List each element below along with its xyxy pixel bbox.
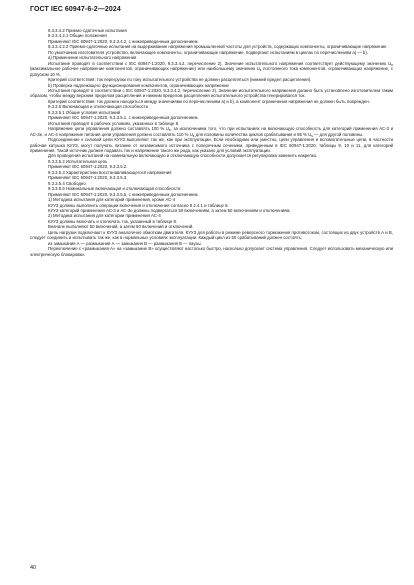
paragraph: b) Проверка надлежащего функционирования компонентов, ограничивающих напряжение bbox=[48, 82, 229, 88]
paragraph: 2) Методика испытания для категории применения АС-4 bbox=[48, 213, 161, 219]
paragraph: Для проведения испытаний на номинальную включающую и отключающую способности допускается регулировка заменить накрепко. bbox=[48, 153, 318, 159]
paragraph: Цепь нагрузки подключают к КУУЗ аналогично обмоткам двигателя. КУУЗ для работы в режиме реверсного торможения противотоком, состоящих из двух устройств А и В, следует соединить и испытывать так же, как в нормальных условиях эксплуатации. Каждый цикл из 50 срабатываний должен состоять: bbox=[30, 229, 393, 241]
paragraph: 9.3.3.5.3 Характеристики восстанавливающегося напряжения bbox=[48, 169, 172, 175]
paragraph: Применяют IEC 60947-1:2020, 9.3.3.5.5, с нижеприведенным дополнением. bbox=[48, 191, 199, 197]
paragraph: Применяют IEC 60947-1:2020, 9.3.3.4.2, с нижеприведенным дополнением. bbox=[48, 38, 199, 44]
paragraph: из замыкания А — размыкания А — замыкания В — размыкания В — паузы. bbox=[48, 240, 202, 246]
paragraph: Вначале выполняют 50 включений, а затем 50 включений и отключений. bbox=[48, 224, 194, 230]
paragraph: Испытание проводят в соответствии с IEC 60947-1:2020, 9.3.3.4.2, перечисление 2). Значение испытательного напряжения соответствует действующему значению $U_e$ (максимальное рабочее напряжение компонентов, ограничивающих напряжение) или наибольшему значению $U_e$ постоянного тока компонентов, ограничивающих напряжение, с допуском 10 %. bbox=[30, 60, 393, 77]
paragraph: Испытания проводят в рабочих условиях, указанных в таблице 8. bbox=[48, 120, 180, 126]
paragraph: Подсоединение к силовой цепи КУУЗ выполняют так же, как при эксплуатации. Если необходимо или уместно, цепи управления и вспомогательные цепи, в частности рабочая катушка КУУЗ, могут получать питание от независимого источника с поперечным сечением, приведенным в IEC 60947-1:2020, таблицы 9, 10 и 11, для категорий применения. Такой источник должен подавать ток и напряжение такого же рода, как указано для условий эксплуатации. bbox=[30, 137, 393, 153]
paragraph: 9.3.3.4.2.1 Общие положения bbox=[48, 33, 107, 39]
paragraph: а) Применение испытательного напряжения bbox=[48, 55, 137, 61]
paragraph: Переключение с «размыкания А» на «замыкание В» осуществляют настолько быстро, насколько допускает система управления. Следует использовать механическую или электрическую блокировки. bbox=[30, 246, 393, 257]
paragraph: Критерий соответствия: ток должен находиться между значениями по перечислениям а) и b), а компонент ограничения напряжения не должен быть поврежден. bbox=[48, 98, 370, 104]
paragraph: Применяют IEC 60947-1:2020, 9.3.3.5.3. bbox=[48, 175, 128, 181]
paragraph: Применяют IEC 60947-1:2020, 9.3.3.5.2. bbox=[48, 164, 128, 170]
page-number: 40 bbox=[30, 565, 37, 571]
paragraph: 9.3.3.5.4 Свободно bbox=[48, 180, 86, 186]
page-header: ГОСТ IEC 60947-6-2—2024 bbox=[30, 6, 121, 13]
paragraph: 1) Методика испытания для категорий применения, кроме АС-4 bbox=[48, 197, 176, 203]
document-body bbox=[30, 28, 393, 257]
paragraph: КУУЗ должны включать и отключать ток, указанный в таблице 8. bbox=[48, 218, 178, 224]
paragraph: Применяют IEC 60947-1:2020, 9.3.3.5.1, с нижеприведенным дополнением. bbox=[48, 115, 199, 121]
paragraph: По умолчанию изготовителя устройство, включающее компоненты, ограничивающие напряжение, подвергают испытаниям в циклах по перечислениям а) — b). bbox=[48, 49, 368, 55]
paragraph: Критерий соответствия: ток перегрузки по току испытательного устройства не должен расцепляться (нижний предел расцепления). bbox=[48, 77, 312, 83]
paragraph: 9.3.3.4.2.2 Приемо-сдаточные испытания на выдерживание напряжения промышленной частоты для устройств, содержащих компоненты, ограничивающие напряжение bbox=[48, 44, 387, 50]
paragraph: КУУЗ категорий применения АС-3 и АС-3е должны подвергаться 50 включениям, а затем 50 включениям и отключениям. bbox=[48, 207, 291, 213]
paragraph: 9.3.3.5.1 Общие условия испытаний bbox=[48, 109, 121, 115]
paragraph: Испытания проводят в соответствии с IEC 60947-1:2020, 9.3.3.4.2, перечисление 2). Значение испытательного напряжения должно быть установлено изготовителем таким образом, чтобы между верхним пределом расцепления и нижним пределом расцепления испытательного устройства генерировался ток. bbox=[30, 87, 393, 99]
paragraph: 9.3.3.5.2 Испытательная цепь bbox=[48, 158, 108, 164]
paragraph: 9.3.3.4.2 Приемо-сдаточные испытания bbox=[48, 28, 127, 33]
paragraph: КУУЗ должны выполнить операции включения и отключения согласно 9.2.4.1 и таблице 8. bbox=[48, 202, 229, 208]
paragraph: 9.3.3.5 Включающая и отключающая способности bbox=[48, 104, 148, 110]
paragraph: Напряжение цепи управления должно составлять 100 % $U_s$, за исключением того, что при испытаниях на включающую способность для категорий применения АС-3 и АС-3е, и АС-4 напряжение питания цепи управления должно составлять 110 % $U_s$ для половины количества циклов срабатывания и 85 % $U_s$ — для другой половины. bbox=[30, 126, 393, 138]
paragraph: 9.3.3.5.5 Номинальные включающая и отключающая способности bbox=[48, 186, 181, 192]
